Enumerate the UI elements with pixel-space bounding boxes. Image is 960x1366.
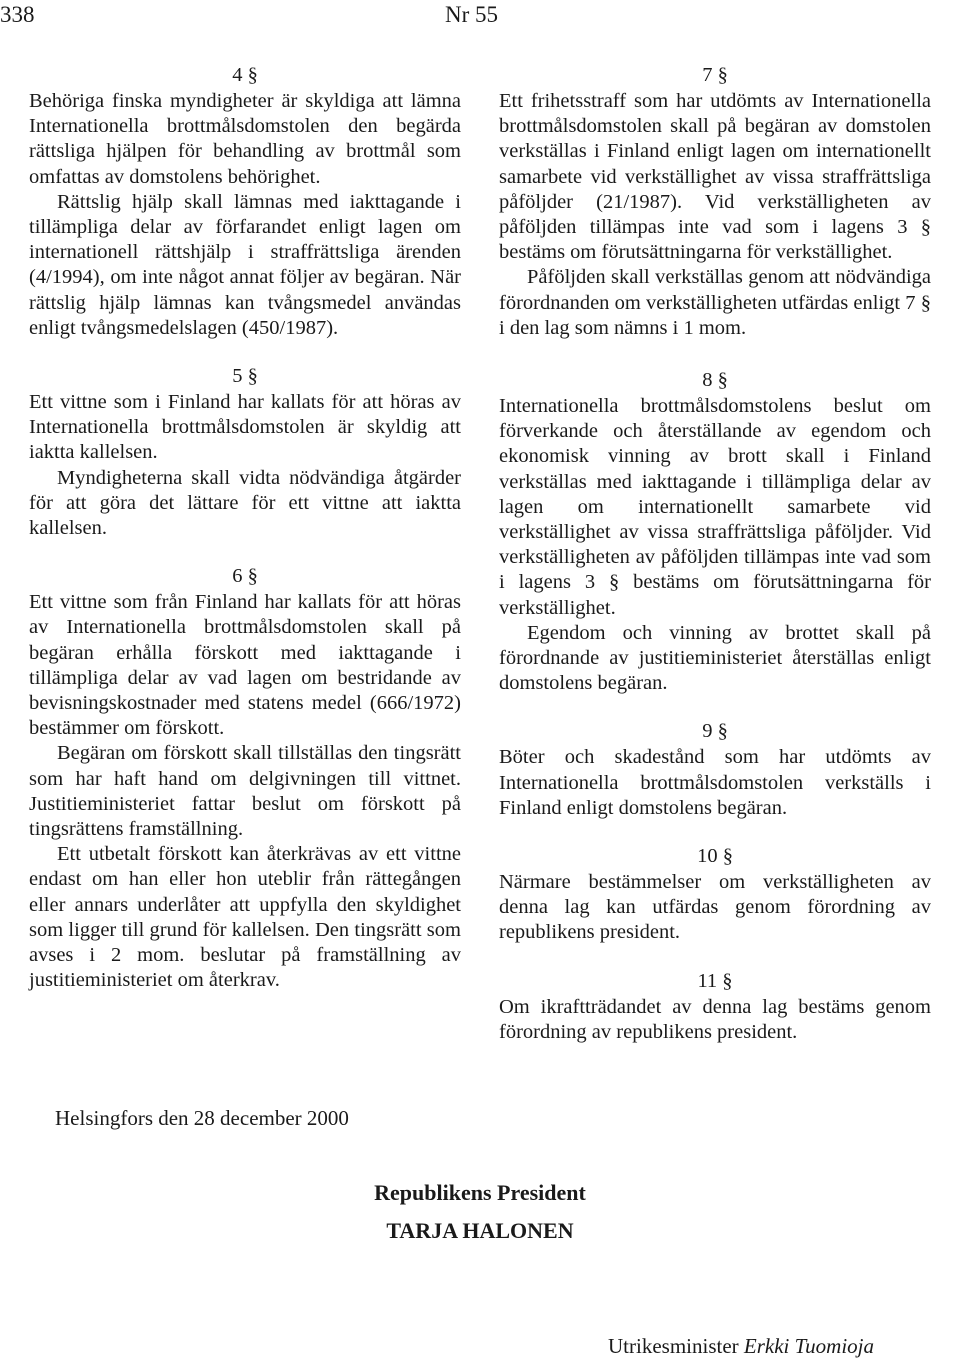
paragraph: Internationella brottmålsdomstolens beslut om förverkande och återställande av egendom och ekonomisk vinning av brott skall i Finland verkställas med iakttagande i tillämpliga delar av lagen om internationellt samarbete vid verkställighet av vissa straffrättsliga påföljder. Vid verkställigheten av påföljden tillämpas inte vad som i lagens 3 § bestäms om förutsättningarna för verkställighet. <box>499 395 931 619</box>
place-date: Helsingfors den 28 december 2000 <box>55 1106 349 1130</box>
paragraph: Böter och skadestånd som har utdömts av Internationella brottmålsdomstolen verkställs i Finland enligt domstolens begäran. <box>499 746 931 819</box>
right-column <box>499 62 931 1045</box>
paragraph: Begäran om förskott skall tillställas den tingsrätt som har haft hand om delgivningen till vittnet. Justitieministeriet fattar beslut om förskott på tingsrättens framställning. <box>29 742 461 841</box>
paragraph: Ett utbetalt förskott kan återkrävas av ett vittne endast om han eller hon uteblir från rättegången eller annars underlåter att uppfylla den skyldighet som ligger till grund för kallelsen. Den tingsrätt som avses i 2 mom. beslutar på framställning av justitieministeriet om återkrav. <box>29 843 461 992</box>
signatory-name: TARJA HALONEN <box>386 1218 574 1243</box>
paragraph: Myndigheterna skall vidta nödvändiga åtgärder för att göra det lättare för ett vittne att iaktta kallelsen. <box>29 466 461 540</box>
paragraph: Påföljden skall verkställas genom att nödvändiga förordnanden om verkställigheten utfärdas enligt 7 § i den lag som nämns i 1 mom. <box>499 266 931 339</box>
section-title: 10 § <box>697 845 733 868</box>
minister-signature <box>608 1334 874 1359</box>
minister-name: Erkki Tuomioja <box>743 1334 874 1358</box>
section-title: 4 § <box>232 64 258 86</box>
paragraph: Ett frihetsstraff som har utdömts av Internationella brottmålsdomstolen skall på begäran av domstolen verkställas i Finland enligt lagen om internationellt samarbete vid verkställighet av vissa straffrättsliga påföljder (21/1987). Vid verkställigheten av påföljden tillämpas inte vad som i lagens 3 § bestäms om förutsättningarna för verkställighet. <box>499 90 931 264</box>
paragraph: Närmare bestämmelser om verkställigheten av denna lag kan utfärdas genom förordning av republikens president. <box>499 871 931 944</box>
issue-number: Nr 55 <box>445 2 499 27</box>
paragraph: Om ikraftträdandet av denna lag bestäms genom förordning av republikens president. <box>499 995 931 1043</box>
section-title: 11 § <box>697 969 733 992</box>
section-title: 5 § <box>232 365 258 388</box>
left-column <box>29 62 461 994</box>
paragraph: Ett vittne som i Finland har kallats för att höras av Internationella brottmålsdomstolen är skyldig att iaktta kallelsen. <box>29 391 461 464</box>
section-title: 6 § <box>232 565 258 588</box>
paragraph: Rättslig hjälp skall lämnas med iakttagande i tillämpliga delar av förfarandet enligt lagen om internationell rättshjälp i straffrättsliga ärenden (4/1994), om inte något annat följer av begäran. När rättslig hjälp lämnas kan tvångsmedel användas enligt tvångsmedelslagen (450/1987). <box>29 190 461 339</box>
paragraph: Egendom och vinning av brottet skall på förordnande av justitieministeriet återställas enligt domstolens begäran. <box>499 621 931 695</box>
paragraph: Ett vittne som från Finland har kallats för att höras av Internationella brottmålsdomstolen skall på begäran erhålla förskott med iakttagande i tillämpliga delar av vad lagen om bestridande av bevisningskostnader med statens medel (666/1972) bestämmer om förskott. <box>29 591 461 740</box>
signatory-title: Republikens President <box>374 1180 586 1205</box>
page-number: 338 <box>0 2 35 27</box>
section-title: 9 § <box>702 720 728 743</box>
section-title: 7 § <box>702 64 728 86</box>
section-title: 8 § <box>702 369 728 392</box>
minister-title: Utrikesminister <box>608 1334 739 1358</box>
paragraph: Behöriga finska myndigheter är skyldiga att lämna Internationella brottmålsdomstolen den begärda rättsliga hjälpen för behandling av brottmål som omfattas av domstolens behörighet. <box>29 90 461 188</box>
